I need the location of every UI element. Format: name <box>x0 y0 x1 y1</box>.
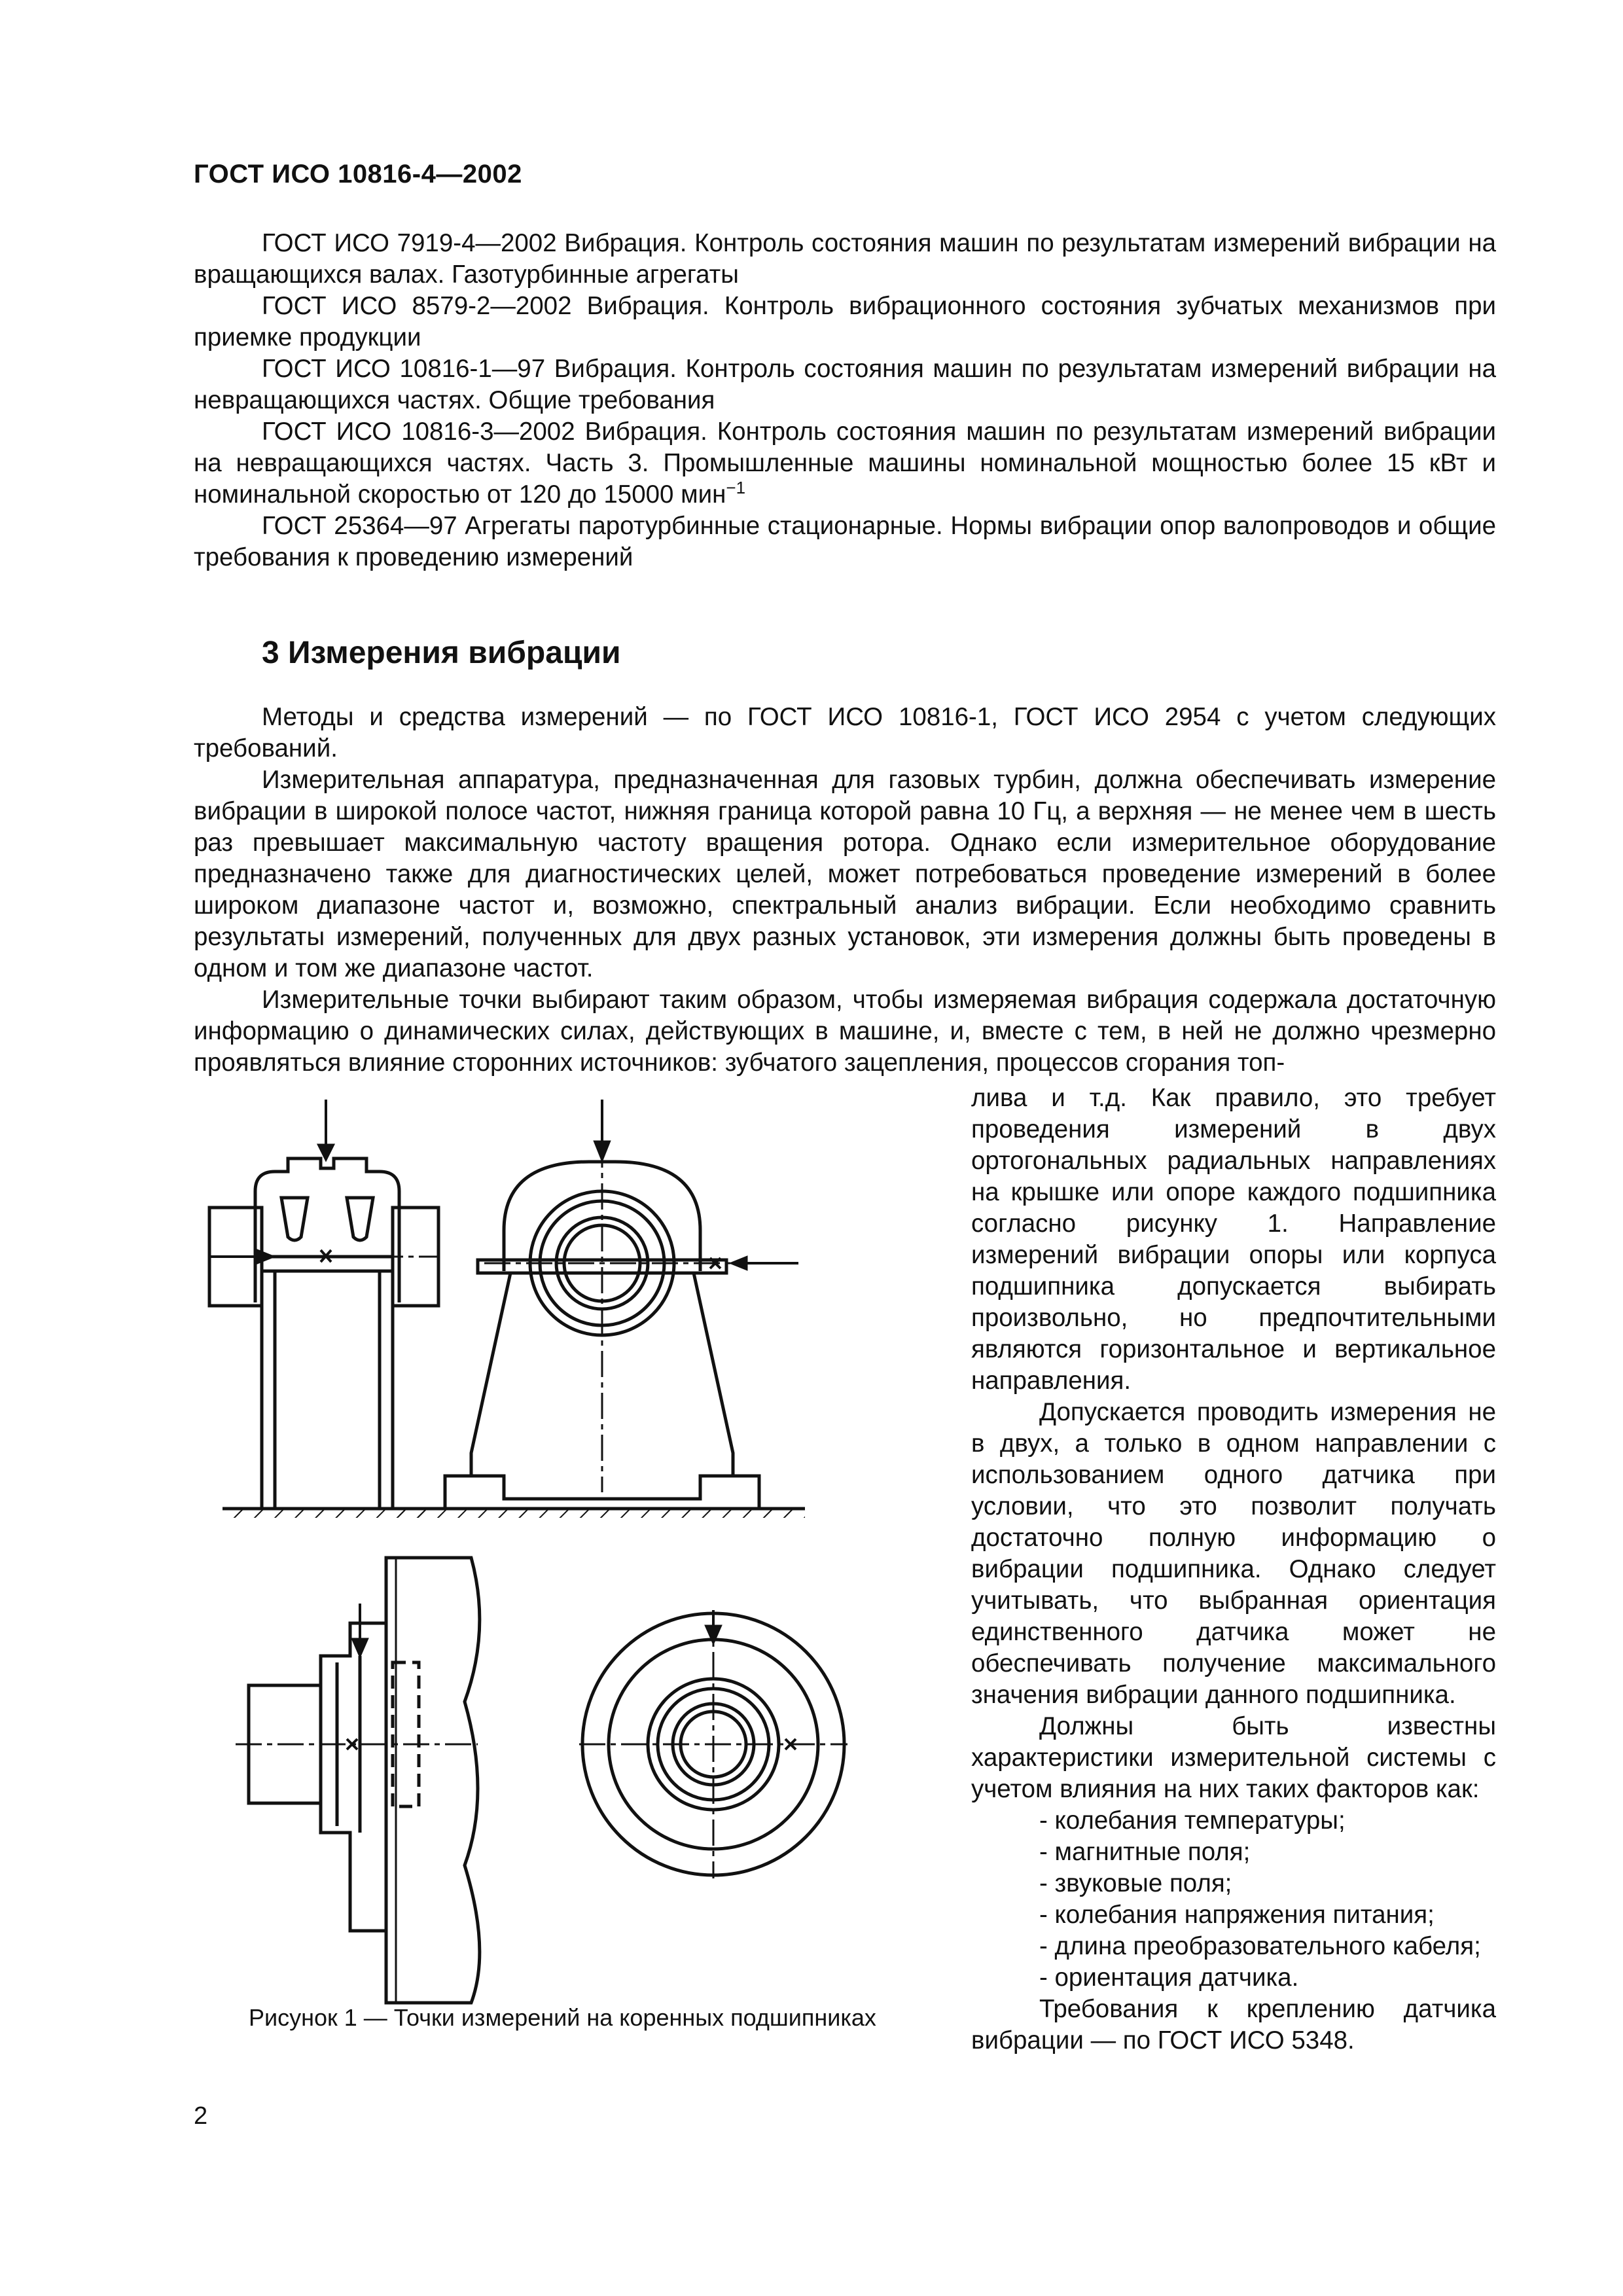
factors-list <box>971 1805 1496 1994</box>
paragraph: Измерительные точки выбирают таким образом, чтобы измеряемая вибрация содержала достаточную информацию о динамических силах, действующих в машине, и, вместе с тем, в ней не должно чрезмерно проявляться влияние сторонних источников: зубчатого зацепления, процессов сгорания топ- <box>194 986 1496 1077</box>
list-item: - колебания напряжения питания; <box>1039 1901 1435 1929</box>
paragraph: Методы и средства измерений — по ГОСТ ИСО 10816-1, ГОСТ ИСО 2954 с учетом следующих требований. <box>194 703 1496 762</box>
paragraph: Измерительная аппаратура, предназначенная для газовых турбин, должна обеспечивать измерение вибрации в широкой полосе частот, нижняя граница которой равна 10 Гц, а верхняя — не менее чем в шесть раз превышает максимальную частоту вращения ротора. Однако если измерительное оборудование предназначено также для диагностических целей, может потребоваться проведение измерений в более широком диапазоне частот и, возможно, спектральный анализ вибрации. Если необходимо сравнить результаты измерений, полученных для двух разных установок, эти измерения должны быть проведены в одном и том же диапазоне частот. <box>194 766 1496 982</box>
paragraph: Требования к креплению датчика вибрации — по ГОСТ ИСО 5348. <box>971 1995 1496 2054</box>
bearing-drawings <box>196 1086 929 2258</box>
reference-item: ГОСТ 25364—97 Агрегаты паротурбинные стационарные. Нормы вибрации опор валопроводов и общие требования к проведению измерений <box>194 512 1496 571</box>
side-view-flange <box>236 1558 480 2003</box>
side-view-pedestal <box>209 1100 438 1518</box>
front-view-flange <box>579 1610 847 1878</box>
list-item: - ориентация датчика. <box>1039 1964 1299 1992</box>
reference-text: ГОСТ ИСО 10816-3—2002 Вибрация. Контроль состояния машин по результатам измерений вибрации на невращающихся частях. Часть 3. Промышленные машины номинальной мощностью более 15 кВт и номинальной скоростью от 120 до 15000 мин <box>194 418 1496 509</box>
paragraph: Допускается проводить измерения не в двух, а только в одном направлении с использованием одного датчика при условии, что это позволит получать достаточно полную информацию о вибрации подшипника. Однако следует учитывать, что выбранная ориентация единственного датчика может не обеспечивать получение максимального значения вибрации данного подшипника. <box>971 1398 1496 1709</box>
reference-item: ГОСТ ИСО 7919-4—2002 Вибрация. Контроль состояния машин по результатам измерений вибрации на вращающихся валах. Газотурбинные агрегаты <box>194 229 1496 289</box>
paragraph: Должны быть известны характеристики измерительной системы с учетом влияния на них таких факторов как: <box>971 1712 1496 1803</box>
section-title: 3 Измерения вибрации <box>262 636 621 670</box>
paragraph-continuation: лива и т.д. Как правило, это требует проведения измерений в двух ортогональных радиальных направлениях на крышке или опоре каждого подшипника согласно рисунку 1. Направление измерений вибрации опоры или корпуса подшипника допускается выбирать произвольно, но предпочтительными являются горизонтальное и вертикальное направления. <box>971 1084 1496 1395</box>
page-number: 2 <box>194 2102 208 2130</box>
right-column-text <box>971 1083 1496 2056</box>
front-view-pedestal <box>399 1100 805 1518</box>
reference-item: ГОСТ ИСО 8579-2—2002 Вибрация. Контроль вибрационного состояния зубчатых механизмов при приемке продукции <box>194 292 1496 351</box>
figure-caption: Рисунок 1 — Точки измерений на коренных подшипниках <box>249 2004 876 2031</box>
figure-1 <box>196 1086 929 2258</box>
list-item: - магнитные поля; <box>1039 1838 1251 1866</box>
document-code-header: ГОСТ ИСО 10816-4—2002 <box>194 160 522 188</box>
section-body <box>194 702 1496 1079</box>
normative-references <box>194 228 1496 573</box>
list-item: - звуковые поля; <box>1039 1869 1232 1897</box>
list-item: - длина преобразовательного кабеля; <box>1039 1932 1481 1960</box>
reference-item: ГОСТ ИСО 10816-1—97 Вибрация. Контроль состояния машин по результатам измерений вибрации на невращающихся частях. Общие требования <box>194 355 1496 414</box>
unit-exponent: −1 <box>726 478 746 498</box>
reference-item <box>194 416 1496 511</box>
list-item: - колебания температуры; <box>1039 1806 1346 1835</box>
